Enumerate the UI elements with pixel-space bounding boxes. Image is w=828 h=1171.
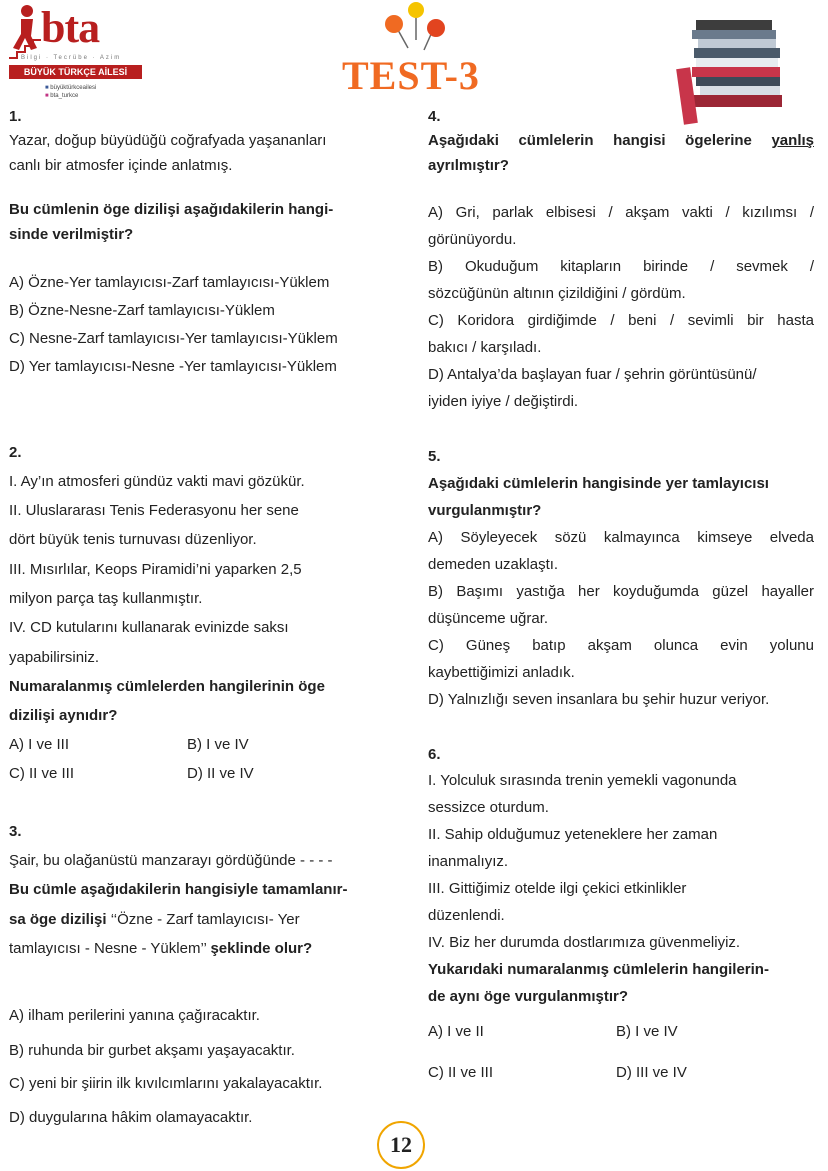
- brand-tagline: Bilgi · Tecrübe · Azim: [21, 55, 122, 61]
- instagram-handle: bta_turkce: [50, 93, 79, 99]
- q4-option-b-2[interactable]: sözcüğünün altının çizildiğini / gördüm.: [428, 285, 686, 302]
- q5-option-b-1[interactable]: B) Başımı yastığa her koyduğumda güzel hayaller: [428, 583, 814, 600]
- q5-question-1: Aşağıdaki cümlelerin hangisinde yer tamlayıcısı: [428, 475, 769, 492]
- q6-question-1: Yukarıdaki numaralanmış cümlelerin hangilerin-: [428, 961, 769, 978]
- q6-text-4: inanmalıyız.: [428, 853, 509, 870]
- q1-option-d[interactable]: D) Yer tamlayıcısı-Nesne -Yer tamlayıcısı-Yüklem: [9, 358, 337, 375]
- q5-option-d[interactable]: D) Yalnızlığı seven insanlara bu şehir huzur veriyor.: [428, 691, 770, 708]
- q6-text-2: sessizce oturdum.: [428, 799, 549, 816]
- q1-question-2: sinde verilmiştir?: [9, 226, 134, 243]
- q4-question-1-underlined: yanlış: [771, 132, 814, 149]
- q2-option-b[interactable]: B) I ve IV: [187, 736, 249, 753]
- q5-option-b-2[interactable]: düşünceme uğrar.: [428, 610, 549, 627]
- q2-text-2: II. Uluslararası Tenis Federasyonu her sene: [9, 502, 299, 519]
- q5-option-a-1[interactable]: A) Söyleyecek sözü kalmayınca kimseye elveda: [428, 529, 814, 546]
- books-stack-icon: [676, 16, 788, 126]
- q4-option-d-2[interactable]: iyiden iyiye / değiştirdi.: [428, 393, 579, 410]
- q2-text-4: III. Mısırlılar, Keops Piramidi’ni yaparken 2,5: [9, 561, 302, 578]
- q3-text-1: Şair, bu olağanüstü manzarayı gördüğünde - - - -: [9, 852, 333, 869]
- q2-question-1: Numaralanmış cümlelerden hangilerinin öge: [9, 678, 325, 695]
- q5-option-c-1[interactable]: C) Güneş batıp akşam olunca evin yolunu: [428, 637, 814, 654]
- q4-option-a-2[interactable]: görünüyordu.: [428, 231, 517, 248]
- q6-text-6: düzenlendi.: [428, 907, 505, 924]
- q6-option-c[interactable]: C) II ve III: [428, 1064, 494, 1081]
- q2-question-2: dizilişi aynıdır?: [9, 707, 118, 724]
- q6-question-2: de aynı öge vurgulanmıştır?: [428, 988, 629, 1005]
- instagram-icon: ■: [45, 93, 49, 99]
- q5-question-2: vurgulanmıştır?: [428, 502, 542, 519]
- q5-number: 5.: [428, 448, 441, 465]
- q4-option-d-1[interactable]: D) Antalya’da başlayan fuar / şehrin görüntüsünü/: [428, 366, 757, 383]
- q3-question-2-plain: ‘‘Özne - Zarf tamlayıcısı- Yer: [106, 911, 300, 928]
- q1-number: 1.: [9, 108, 22, 125]
- q3-question-2: [9, 907, 300, 933]
- q2-text-7: yapabilirsiniz.: [9, 649, 100, 666]
- q2-option-d[interactable]: D) II ve IV: [187, 765, 254, 782]
- climbing-person-icon: [7, 4, 43, 60]
- q4-question-2: ayrılmıştır?: [428, 157, 509, 174]
- q4-option-a-1[interactable]: A) Gri, parlak elbisesi / akşam vakti / kızılımsı /: [428, 204, 814, 221]
- q1-question-1: Bu cümlenin öge dizilişi aşağıdakilerin hangi-: [9, 201, 334, 218]
- q4-option-c-1[interactable]: C) Koridora girdiğimde / beni / sevimli bir hasta: [428, 312, 814, 329]
- q2-text-3: dört büyük tenis turnuvası düzenliyor.: [9, 531, 257, 548]
- q4-question-1-text: Aşağıdaki cümlelerin hangisi ögelerine: [428, 132, 772, 149]
- q5-option-a-2[interactable]: demeden uzaklaştı.: [428, 556, 559, 573]
- q6-text-1: I. Yolculuk sırasında trenin yemekli vagonunda: [428, 772, 737, 789]
- q3-question-2-bold: sa öge dizilişi: [9, 911, 107, 928]
- q2-option-a[interactable]: A) I ve III: [9, 736, 70, 753]
- q3-question-3-plain: tamlayıcısı - Nesne - Yüklem’’: [9, 940, 211, 957]
- q2-text-1: I. Ay’ın atmosferi gündüz vakti mavi gözükür.: [9, 473, 305, 490]
- social-links: [45, 84, 96, 100]
- q1-option-a[interactable]: A) Özne-Yer tamlayıcısı-Zarf tamlayıcısı-Yüklem: [9, 274, 330, 291]
- q3-question-3: [9, 936, 312, 962]
- q2-number: 2.: [9, 444, 22, 461]
- q4-option-c-2[interactable]: bakıcı / karşıladı.: [428, 339, 542, 356]
- brand-name: bta: [41, 3, 100, 52]
- q1-text-1: Yazar, doğup büyüdüğü coğrafyada yaşananları: [9, 132, 327, 149]
- q6-text-7: IV. Biz her durumda dostlarımıza güvenmeliyiz.: [428, 934, 741, 951]
- q6-option-a[interactable]: A) I ve II: [428, 1023, 484, 1040]
- test-title: TEST-3: [342, 53, 480, 98]
- q4-option-b-1[interactable]: B) Okuduğum kitapların birinde / sevmek /: [428, 258, 814, 275]
- q3-option-d[interactable]: D) duygularına hâkim olamayacaktır.: [9, 1109, 253, 1126]
- q2-text-6: IV. CD kutularını kullanarak evinizde saksı: [9, 619, 289, 636]
- q1-text-2: canlı bir atmosfer içinde anlatmış.: [9, 157, 233, 174]
- facebook-icon: ■: [45, 85, 49, 91]
- q6-number: 6.: [428, 746, 441, 763]
- q6-text-5: III. Gittiğimiz otelde ilgi çekici etkinlikler: [428, 880, 687, 897]
- push-pins-icon: [380, 0, 450, 60]
- q6-option-b[interactable]: B) I ve IV: [616, 1023, 678, 1040]
- q5-option-c-2[interactable]: kaybettiğimizi anladık.: [428, 664, 575, 681]
- q1-option-b[interactable]: B) Özne-Nesne-Zarf tamlayıcısı-Yüklem: [9, 302, 275, 319]
- q3-option-a[interactable]: A) ilham perilerini yanına çağıracaktır.: [9, 1007, 260, 1024]
- page-number: 12: [377, 1121, 425, 1169]
- q4-number: 4.: [428, 108, 441, 125]
- q1-option-c[interactable]: C) Nesne-Zarf tamlayıcısı-Yer tamlayıcısı-Yüklem: [9, 330, 338, 347]
- q6-option-d[interactable]: D) III ve IV: [616, 1064, 687, 1081]
- q3-question-1: Bu cümle aşağıdakilerin hangisiyle tamamlanır-: [9, 881, 348, 898]
- q6-text-3: II. Sahip olduğumuz yeteneklere her zaman: [428, 826, 718, 843]
- brand-band: BÜYÜK TÜRKÇE AİLESİ: [9, 65, 142, 79]
- facebook-handle: büyüktürkceailesi: [50, 85, 97, 91]
- q2-text-5: milyon parça taş kullanmıştır.: [9, 590, 203, 607]
- q4-question-1: [428, 128, 814, 154]
- q3-number: 3.: [9, 823, 22, 840]
- q3-option-c[interactable]: C) yeni bir şiirin ilk kıvılcımlarını yakalayacaktır.: [9, 1075, 323, 1092]
- q3-option-b[interactable]: B) ruhunda bir gurbet akşamı yaşayacaktır.: [9, 1042, 295, 1059]
- q3-question-3-bold: şeklinde olur?: [210, 940, 313, 957]
- bta-logo: [5, 0, 142, 104]
- page-number-badge: [377, 1121, 425, 1169]
- q2-option-c[interactable]: C) II ve III: [9, 765, 75, 782]
